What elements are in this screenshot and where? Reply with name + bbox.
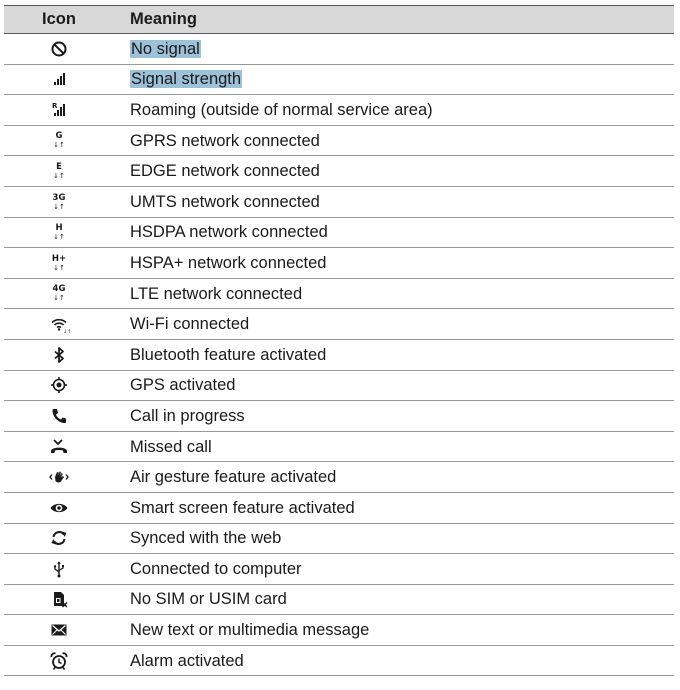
table-row [4,584,674,615]
row-meaning: Connected to computer [114,554,674,585]
table-row [4,523,674,554]
table-row [4,248,674,279]
row-meaning: No signal [131,39,200,58]
sync-icon [48,527,70,549]
no-sim-icon [48,588,70,610]
table-header-row [4,6,674,34]
svg-text:↓↑: ↓↑ [63,329,72,336]
table-row [4,401,674,432]
row-meaning: Synced with the web [114,523,674,554]
wifi-icon [48,313,70,335]
usb-icon [48,558,70,580]
row-meaning: No SIM or USIM card [114,584,674,615]
table-row [4,125,674,156]
table-row [4,309,674,340]
gps-icon [48,374,70,396]
table-row [4,645,674,676]
row-meaning: GPRS network connected [114,125,674,156]
table-row [4,462,674,493]
bluetooth-icon [48,344,70,366]
row-meaning: Smart screen feature activated [114,492,674,523]
table-row [4,217,674,248]
table-row [4,64,674,95]
row-meaning: Roaming (outside of normal service area) [114,95,674,126]
table-row [4,156,674,187]
lte-icon: 4G ↓↑ [52,284,66,303]
row-meaning: HSDPA network connected [114,217,674,248]
row-meaning: Air gesture feature activated [114,462,674,493]
row-meaning: Alarm activated [114,645,674,676]
row-meaning: LTE network connected [114,278,674,309]
row-meaning: GPS activated [114,370,674,401]
table-row [4,95,674,126]
meaning-column-header: Meaning [114,6,674,34]
signal-strength-icon [48,68,70,90]
row-meaning: Missed call [114,431,674,462]
table-row [4,186,674,217]
no-signal-icon [48,38,70,60]
smart-screen-icon [48,497,70,519]
table-row [4,339,674,370]
edge-icon: E ↓↑ [53,162,65,181]
row-meaning: New text or multimedia message [114,615,674,646]
table-row [4,370,674,401]
hsdpa-icon: H ↓↑ [53,223,65,242]
table-row [4,492,674,523]
table-row [4,278,674,309]
message-icon [48,619,70,641]
row-meaning: Call in progress [114,401,674,432]
gprs-icon: G ↓↑ [53,131,65,150]
air-gesture-icon [48,466,70,488]
alarm-icon [48,650,70,672]
row-meaning: UMTS network connected [114,186,674,217]
table-row [4,554,674,585]
umts-icon: 3G ↓↑ [52,192,66,211]
row-meaning: Wi-Fi connected [114,309,674,340]
row-meaning: HSPA+ network connected [114,248,674,279]
call-icon [48,405,70,427]
icon-column-header: Icon [4,6,114,34]
row-meaning: Bluetooth feature activated [114,339,674,370]
table-row [4,431,674,462]
row-meaning: EDGE network connected [114,156,674,187]
table-row [4,34,674,65]
roaming-icon [48,99,70,121]
svg-text:R: R [52,101,58,110]
hspa-plus-icon: H+ ↓↑ [51,253,67,272]
missed-call-icon [48,436,70,458]
row-meaning: Signal strength [131,70,242,89]
table-row [4,615,674,646]
icon-meaning-table [4,5,674,676]
